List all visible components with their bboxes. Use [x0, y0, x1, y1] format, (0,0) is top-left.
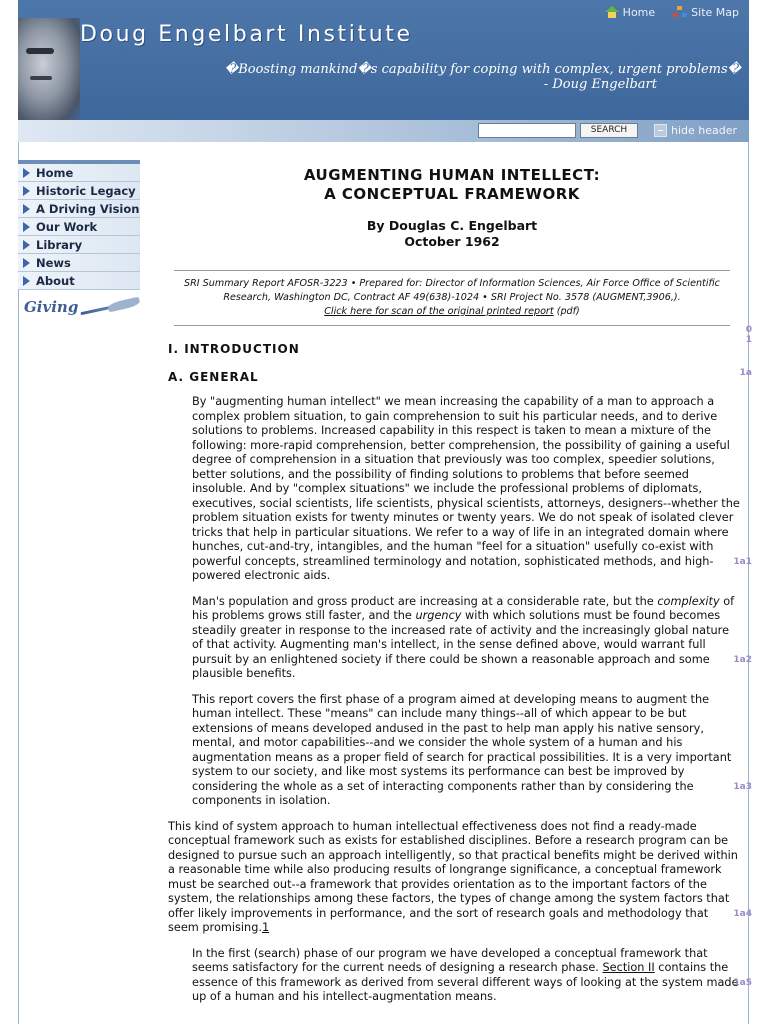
scan-link-suffix: (pdf): [553, 306, 580, 317]
sitemap-icon: [673, 6, 687, 18]
statement-id[interactable]: 1: [745, 335, 752, 345]
triangle-right-icon: [23, 222, 30, 232]
paragraph-text: By "augmenting human intellect" we mean increasing the capability of a man to approach a complex problem situation, to gain comprehension to suit his particular needs, and to derive solutions to problems. Increased capability in this respect is taken to mean a mixture of the following: more-rapid comprehension, better comprehension, the possibility of gaining a useful degree of comprehension in a situation that previously was too complex, speedier solutions, better solutions, and the possibility of finding solutions to problems that before seemed insoluble. And by "complex situations" we include the professional problems of diplomats, executives, social scientists, life scientists, physical scientists, attorneys, designers--whether the problem situation exists for twenty minutes or twenty years. We do not speak of isolated clever tricks that help in particular situations. We refer to a way of life in an integrated domain where hunches, cut-and-try, intangibles, and the human "feel for a situation" usefully co-exist with powerful concepts, streamlined terminology and notation, sophisticated methods, and high-powered electronic aids.: [192, 395, 740, 582]
paragraph-text: of his problems grows still faster, and the: [192, 594, 735, 622]
triangle-right-icon: [23, 168, 30, 178]
sidebar-item-our-work[interactable]: [18, 218, 140, 236]
document-date: October 1962: [404, 234, 500, 249]
paragraph-1a5: [192, 946, 752, 1005]
report-info-text: SRI Summary Report AFOSR-3223 • Prepared for: Director of Information Sciences, Air Force Office of Scientific Research, Washington DC, Contract AF 49(638)-1024 • SRI Project No. 3578 (AUGMENT,3906,).: [184, 278, 720, 303]
sidebar: [18, 160, 140, 316]
document-author: By Douglas C. Engelbart: [366, 218, 538, 233]
paragraph-1a1: [192, 395, 752, 584]
emphasis-complexity: complexity: [657, 594, 720, 608]
collapse-icon: [654, 124, 667, 137]
sidebar-item-label: About: [36, 273, 75, 288]
tagline-attribution: - Doug Engelbart: [543, 77, 657, 92]
scan-link[interactable]: Click here for scan of the original printed report: [324, 306, 554, 317]
hide-header-label: hide header: [671, 124, 738, 137]
statement-id[interactable]: 1a5: [733, 978, 752, 988]
sidebar-item-label: A Driving Vision: [36, 201, 140, 216]
statement-id[interactable]: 0: [745, 325, 752, 335]
report-info: [178, 277, 726, 319]
divider: [174, 325, 730, 326]
sidebar-item-library[interactable]: [18, 236, 140, 254]
paragraph-text: with which solutions must be found becomes steadily greater in response to the increased rate of activity and the increasingly global nature of that activity. Augmenting man's intellect, in the sense defined above, would warrant full pursuit by an enlightened society if there could be shown a reasonable approach and some plausible benefits.: [192, 609, 730, 680]
hide-header-toggle[interactable]: [654, 123, 737, 138]
sidebar-item-label: Our Work: [36, 219, 98, 234]
sitemap-link-label: Site Map: [691, 5, 739, 19]
top-navigation: [605, 4, 739, 20]
quill-icon: [80, 300, 140, 314]
statement-id[interactable]: 1a2: [733, 655, 752, 665]
document-content: [162, 160, 752, 1005]
paragraph-1a3: [192, 692, 752, 809]
search-bar: [18, 120, 749, 142]
emphasis-urgency: urgency: [415, 609, 462, 622]
statement-id[interactable]: 1a4: [733, 909, 752, 919]
triangle-right-icon: [23, 276, 30, 286]
paragraph-text: contains the essence of this framework as derived from several different ways of looking at the system made up of a human and his intellect-augmentation means.: [192, 961, 739, 1003]
paragraph-text: This kind of system approach to human intellectual effectiveness does not find a ready-made conceptual framework such as exists for established disciplines. Before a research program can be designed to pursue such an approach intelligently, so that practical benefits might be derived within a reasonable time while also producing results of longrange significance, a conceptual framework must be searched out--a framework that provides orientation as to the important factors of the system, the relationships among these factors, the types of change among the system factors that offer likely improvements in performance, and the sort of research goals and methodology that seem promising.: [168, 819, 738, 934]
sidebar-item-label: Historic Legacy: [36, 183, 136, 198]
triangle-right-icon: [23, 240, 30, 250]
tagline: [181, 62, 741, 92]
document-byline: [162, 218, 742, 250]
paragraph-1a4: [168, 819, 752, 936]
statement-id[interactable]: 1a3: [733, 782, 752, 792]
home-link[interactable]: [605, 6, 655, 19]
section-ii-link[interactable]: Section II: [602, 961, 655, 974]
sidebar-item-home[interactable]: [18, 164, 140, 182]
site-title[interactable]: Doug Engelbart Institute: [80, 22, 413, 47]
paragraph-1a2: [192, 594, 752, 682]
paragraph-text: Man's population and gross product are increasing at a considerable rate, but the: [192, 594, 658, 608]
sidebar-item-news[interactable]: [18, 254, 140, 272]
statement-id[interactable]: 1a: [739, 367, 752, 378]
triangle-right-icon: [23, 258, 30, 268]
sidebar-item-historic-legacy[interactable]: [18, 182, 140, 200]
document-title-line2: A CONCEPTUAL FRAMEWORK: [324, 185, 580, 203]
tagline-text: �Boosting mankind�s capability for coping with complex, urgent problems�: [224, 62, 741, 77]
triangle-right-icon: [23, 186, 30, 196]
triangle-right-icon: [23, 204, 30, 214]
giving-link[interactable]: [24, 298, 140, 316]
paragraph-text: This report covers the first phase of a program aimed at developing means to augment the human intellect. These "means" can include many things--all of which appear to be but extensions of means developed andused in the past to help man apply his native sensory, mental, and motor capabilities--and we consider the whole system of a human and his augmentation means as a proper field of search for practical possibilities. It is a very important system to our society, and like most systems its performance can best be improved by considering the whole as a set of interacting components rather than by considering the components in isolation.: [192, 692, 732, 807]
home-icon: [605, 6, 619, 18]
search-button[interactable]: SEARCH: [580, 123, 638, 138]
divider: [174, 270, 730, 271]
document-title: [162, 166, 742, 204]
engelbart-portrait: [18, 18, 80, 120]
section-heading-introduction: I. INTRODUCTION: [168, 342, 300, 356]
paragraph-text: In the first (search) phase of our program we have developed a conceptual framework that seems satisfactory for the current needs of designing a research phase.: [192, 946, 708, 974]
document-title-line1: AUGMENTING HUMAN INTELLECT:: [303, 166, 601, 184]
sidebar-item-label: Home: [36, 165, 74, 180]
sitemap-link[interactable]: [673, 6, 739, 19]
section-heading-general: A. GENERAL: [168, 369, 259, 384]
sidebar-item-about[interactable]: [18, 272, 140, 290]
search-input[interactable]: [478, 123, 576, 138]
home-link-label: Home: [622, 5, 656, 19]
giving-label: Giving: [24, 298, 79, 316]
footnote-link[interactable]: 1: [261, 921, 270, 934]
sidebar-item-label: News: [36, 255, 71, 270]
site-header: [18, 0, 749, 120]
sidebar-item-driving-vision[interactable]: [18, 200, 140, 218]
sidebar-item-label: Library: [36, 237, 83, 252]
statement-id[interactable]: 1a1: [733, 557, 752, 567]
